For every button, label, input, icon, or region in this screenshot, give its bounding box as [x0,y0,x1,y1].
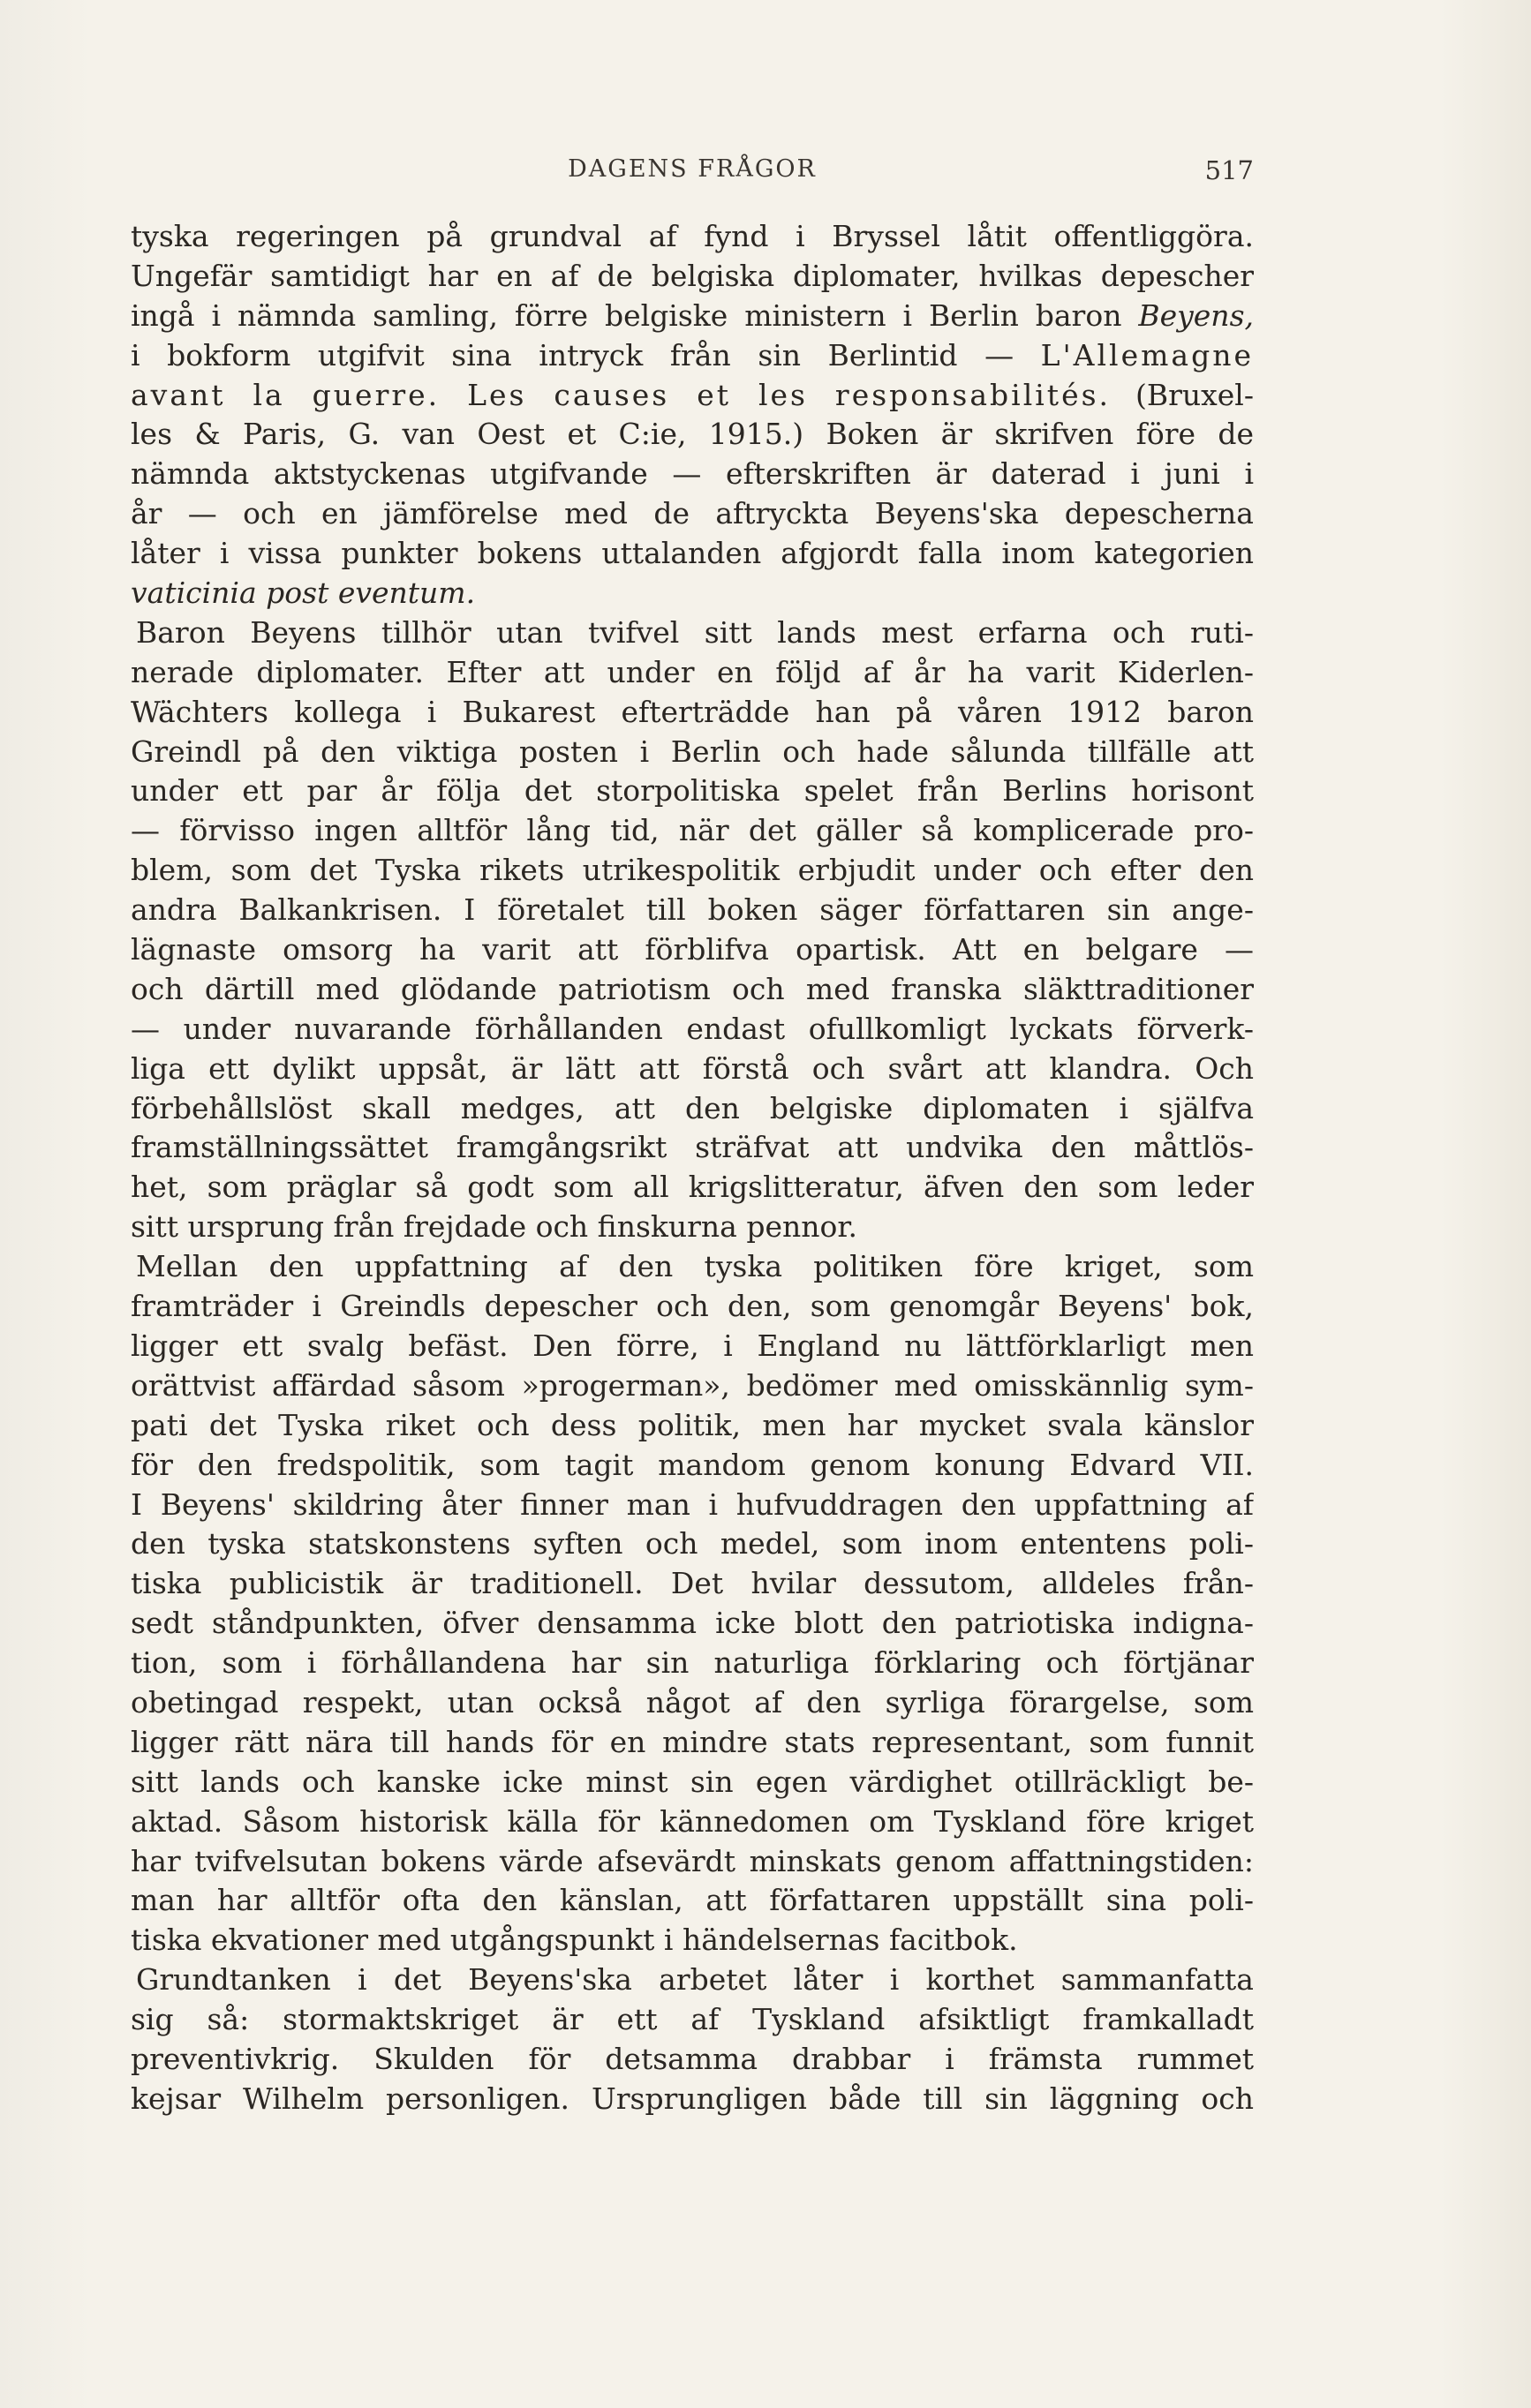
text-line [131,376,1254,416]
text-line [131,1763,1254,1802]
text-segment: (Bruxel- [1111,377,1254,412]
text-segment: Ungefär samtidigt har en af de belgiska diplomater, hvilkas depescher [131,258,1254,293]
text-segment: I Beyens' skildring åter finner man i hufvuddragen den uppfattning af [131,1486,1254,1522]
text-segment: för den fredspolitik, som tagit mandom genom konung Edvard VII. [131,1447,1254,1482]
text-segment: framställningssättet framgångsrikt sträfvat att undvika den måttlös- [131,1130,1254,1165]
text-line [131,1168,1254,1208]
text-segment: avant la guerre. Les causes et les responsabilités. [131,377,1112,412]
text-segment: nämnda aktstyckenas utgifvande — efterskriften är daterad i juni i [131,456,1254,492]
text-line [131,415,1254,455]
text-line [131,2080,1254,2119]
text-line [131,1524,1254,1564]
text-segment: pati det Tyska riket och dess politik, men har mycket svala känslor [131,1407,1254,1442]
text-line [131,851,1254,891]
text-segment: Grundtanken i det Beyens'ska arbetet låter i korthet sammanfatta [136,1962,1254,1998]
text-segment: har tvifvelsutan bokens värde afsevärdt minskats genom affattningstiden: [131,1843,1254,1878]
text-line [131,297,1254,336]
text-line [131,1327,1254,1366]
text-line [131,574,1254,613]
text-segment: Mellan den uppfattning af den tyska politiken före kriget, som [136,1249,1254,1284]
text-segment: blem, som det Tyska rikets utrikespolitik erbjudit under och efter den [131,853,1254,888]
text-segment: under ett par år följa det storpolitiska spelet från Berlins horisont [131,773,1254,809]
text-segment: andra Balkankrisen. I företalet till boken säger författaren sin ange- [131,892,1254,928]
text-line [131,455,1254,494]
text-line [131,2040,1254,2080]
text-segment: L'Allemagne [1040,337,1254,372]
text-line [131,1050,1254,1089]
text-segment: — förvisso ingen alltför lång tid, när det gäller så komplicerade pro- [131,813,1254,848]
text-segment: Greindl på den viktiga posten i Berlin och hade sålunda tillfälle att [131,734,1254,769]
text-segment: Beyens, [1138,297,1254,333]
text-line [131,653,1254,693]
text-segment: i bokform utgifvit sina intryck från sin Berlintid — [131,337,1041,372]
text-line [131,1604,1254,1644]
text-line [131,1128,1254,1168]
text-segment: låter i vissa punkter bokens uttalanden afgjordt falla inom kategorien [131,536,1254,571]
page-number: 517 [1204,155,1254,185]
text-line [131,1921,1254,1960]
text-segment: den tyska statskonstens syften och medel, som inom ententens poli- [131,1526,1254,1561]
text-segment: nerade diplomater. Efter att under en följd af år ha varit Kiderlen- [131,654,1254,689]
text-segment: preventivkrig. Skulden för detsamma drabbar i främsta rummet [131,2041,1254,2076]
text-segment: Wächters kollega i Bukarest efterträdde han på våren 1912 baron [131,694,1254,729]
text-line [131,336,1254,376]
text-segment: sig så: stormaktskriget är ett af Tyskland afsiktligt framkalladt [131,2002,1254,2037]
text-segment: man har alltför ofta den känslan, att författaren uppställt sina poli- [131,1883,1254,1918]
page-header [131,155,1254,191]
text-line [131,811,1254,851]
text-segment: het, som präglar så godt som all krigslitteratur, äfven den som leder [131,1170,1254,1205]
text-line [131,1564,1254,1604]
text-segment: obetingad respekt, utan också något af den syrliga förargelse, som [131,1684,1254,1719]
text-line [131,2000,1254,2040]
text-segment: liga ett dylikt uppsåt, är lätt att förstå och svårt att klandra. Och [131,1050,1254,1086]
text-segment: sedt ståndpunkten, öfver densamma icke blott den patriotiska indigna- [131,1606,1254,1641]
text-segment: — under nuvarande förhållanden endast ofullkomligt lyckats förverk- [131,1011,1254,1046]
text-segment: tion, som i förhållandena har sin naturliga förklaring och förtjänar [131,1645,1254,1681]
text-line [131,1644,1254,1683]
text-line [131,1842,1254,1882]
text-line [131,1446,1254,1486]
text-line [131,891,1254,930]
text-segment: år — och en jämförelse med de aftryckta Beyens'ska depescherna [131,496,1254,531]
text-line [131,1683,1254,1723]
text-line [131,970,1254,1010]
text-line [131,257,1254,297]
text-segment: framträder i Greindls depescher och den, som genomgår Beyens' bok, [131,1289,1254,1324]
text-segment: les & Paris, G. van Oest et C:ie, 1915.) Boken är skrifven före de [131,417,1254,452]
text-line [131,217,1254,257]
text-segment: orättvist affärdad såsom »progerman», bedömer med omisskännlig sym- [131,1367,1254,1403]
text-line [131,771,1254,811]
text-segment: ligger ett svalg befäst. Den förre, i England nu lättförklarligt men [131,1328,1254,1363]
text-line [131,733,1254,772]
text-segment: ingå i nämnda samling, förre belgiske ministern i Berlin baron [131,297,1139,333]
text-segment: sitt ursprung från frejdade och finskurna pennor. [131,1209,857,1245]
body-text [131,217,1254,2119]
text-segment: ligger rätt nära till hands för en mindre stats representant, som funnit [131,1724,1254,1759]
text-segment: Baron Beyens tillhör utan tvifvel sitt lands mest erfarna och ruti- [136,614,1254,650]
text-segment: lägnaste omsorg ha varit att förblifva opartisk. Att en belgare — [131,932,1254,967]
text-segment: tiska ekvationer med utgångspunkt i händelsernas facitbok. [131,1923,1018,1958]
text-line [131,494,1254,534]
text-line [131,1802,1254,1842]
text-line [131,1208,1254,1247]
text-segment: vaticinia post eventum. [131,576,476,611]
text-line [131,534,1254,574]
text-line [131,1089,1254,1129]
text-line [131,693,1254,733]
running-head: DAGENS FRÅGOR [568,155,817,183]
text-line [131,1486,1254,1525]
text-line [131,613,1254,653]
text-segment: sitt lands och kanske icke minst sin egen värdighet otillräckligt be- [131,1764,1254,1799]
text-line [131,1366,1254,1406]
text-line [131,1406,1254,1446]
text-segment: kejsar Wilhelm personligen. Ursprungligen både till sin läggning och [131,2081,1254,2116]
text-segment: tyska regeringen på grundval af fynd i Bryssel låtit offentliggöra. [131,219,1254,253]
text-segment: aktad. Såsom historisk källa för kännedomen om Tyskland före kriget [131,1803,1254,1839]
text-line [131,1287,1254,1327]
text-line [131,1247,1254,1287]
text-segment: och därtill med glödande patriotism och med franska släkttraditioner [131,971,1254,1006]
text-line [131,1723,1254,1763]
text-segment: förbehållslöst skall medges, att den belgiske diplomaten i själfva [131,1090,1254,1125]
text-line [131,1881,1254,1921]
text-line [131,1010,1254,1050]
text-line [131,930,1254,970]
text-line [131,1960,1254,2000]
text-segment: tiska publicistik är traditionell. Det hvilar dessutom, alldeles från- [131,1566,1254,1601]
